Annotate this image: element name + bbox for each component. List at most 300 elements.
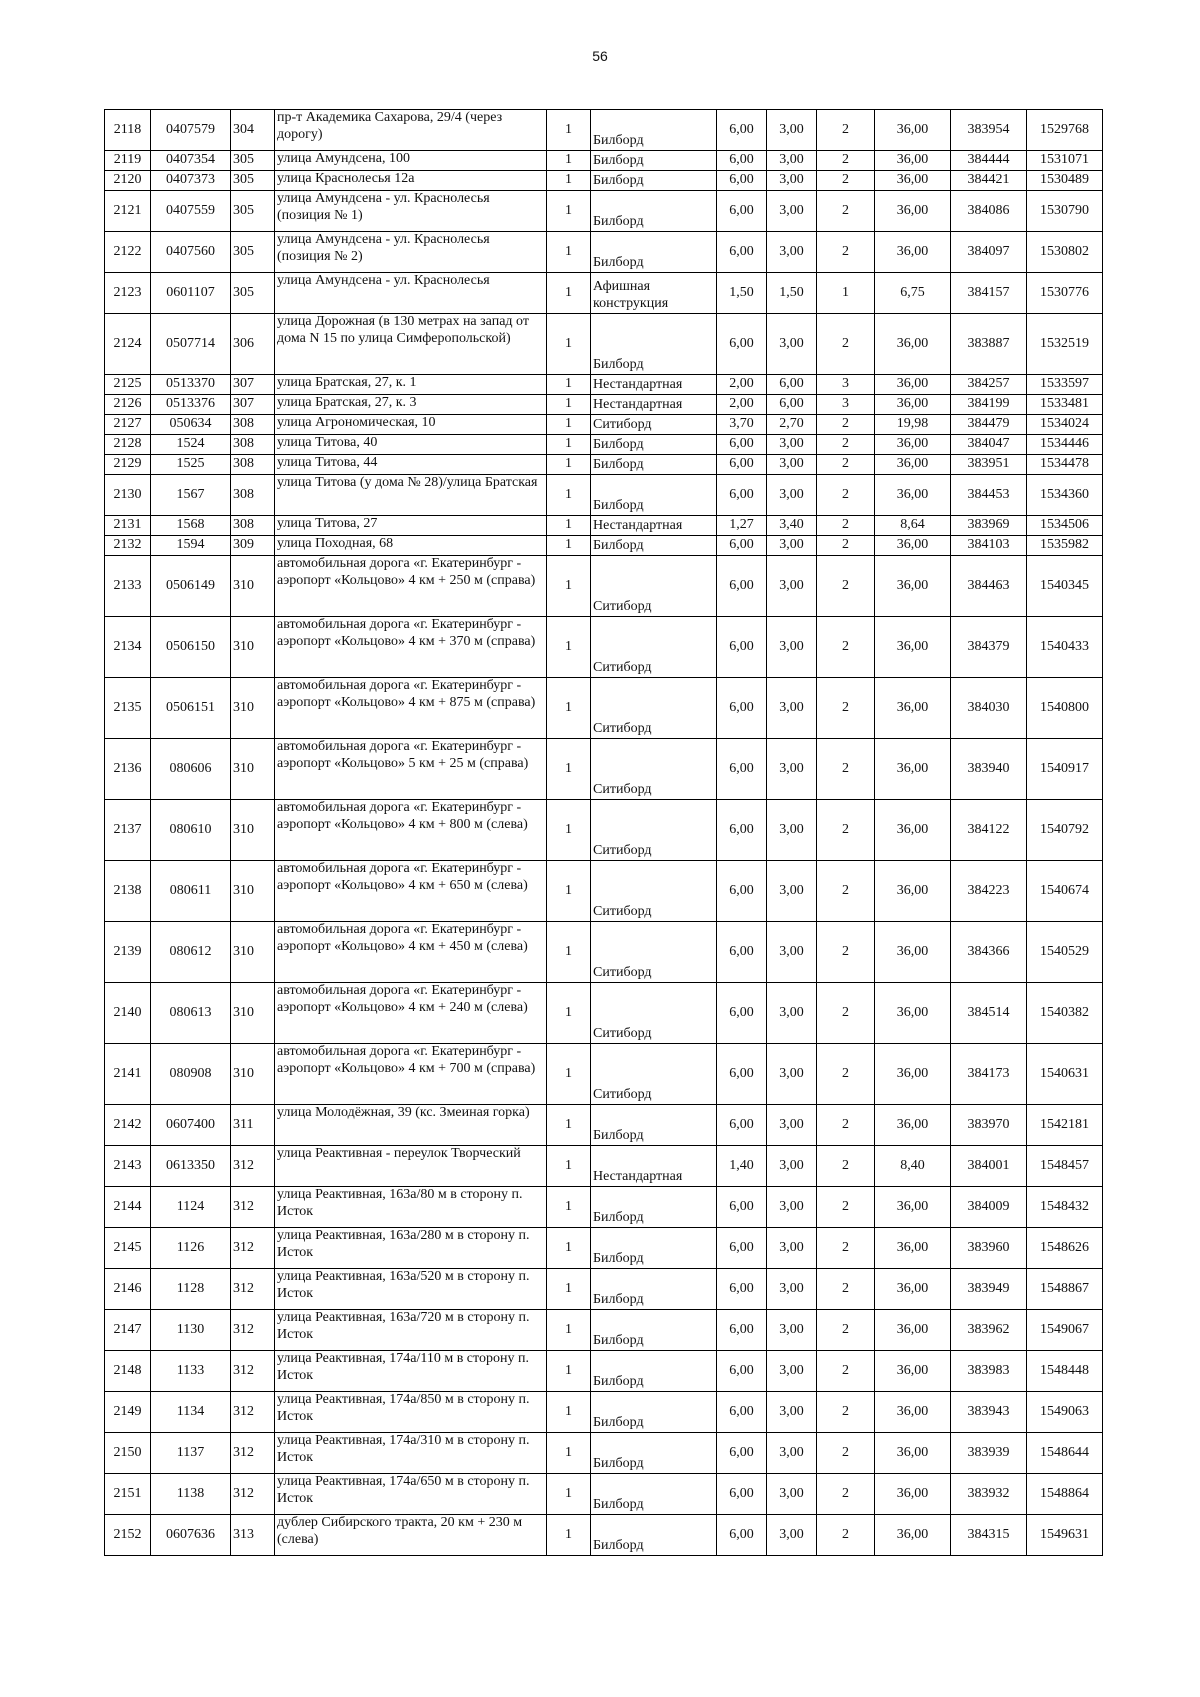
sides-count-cell: 2 bbox=[817, 1269, 875, 1310]
zone-code-cell: 310 bbox=[231, 922, 275, 983]
sides-count-cell: 2 bbox=[817, 110, 875, 151]
construction-type-cell: Билборд bbox=[591, 1474, 717, 1515]
address-cell: улица Краснолесья 12а bbox=[275, 171, 547, 191]
table-row bbox=[105, 1515, 1103, 1556]
coordinate-y-cell: 1532519 bbox=[1027, 314, 1103, 375]
width-value-cell: 3,70 bbox=[717, 415, 767, 435]
construction-type-cell: Ситиборд bbox=[591, 617, 717, 678]
construction-id-cell: 1128 bbox=[151, 1269, 231, 1310]
row-number-cell: 2131 bbox=[105, 516, 151, 536]
coordinate-x-cell: 384157 bbox=[951, 273, 1027, 314]
zone-code-cell: 308 bbox=[231, 415, 275, 435]
construction-id-cell: 0601107 bbox=[151, 273, 231, 314]
row-number-cell: 2148 bbox=[105, 1351, 151, 1392]
area-value-cell: 36,00 bbox=[875, 1433, 951, 1474]
area-value-cell: 36,00 bbox=[875, 1515, 951, 1556]
coordinate-x-cell: 384379 bbox=[951, 617, 1027, 678]
coordinate-x-cell: 384009 bbox=[951, 1187, 1027, 1228]
coordinate-x-cell: 383983 bbox=[951, 1351, 1027, 1392]
quantity-cell: 1 bbox=[547, 1269, 591, 1310]
height-value-cell: 3,00 bbox=[767, 1105, 817, 1146]
width-value-cell: 6,00 bbox=[717, 475, 767, 516]
row-number-cell: 2133 bbox=[105, 556, 151, 617]
row-number-cell: 2128 bbox=[105, 435, 151, 455]
table-row bbox=[105, 1044, 1103, 1105]
coordinate-y-cell: 1530489 bbox=[1027, 171, 1103, 191]
coordinate-x-cell: 384453 bbox=[951, 475, 1027, 516]
row-number-cell: 2130 bbox=[105, 475, 151, 516]
construction-id-cell: 0507714 bbox=[151, 314, 231, 375]
address-cell: автомобильная дорога «г. Екатеринбург - аэропорт «Кольцово» 4 км + 370 м (справа) bbox=[275, 617, 547, 678]
sides-count-cell: 2 bbox=[817, 922, 875, 983]
height-value-cell: 3,00 bbox=[767, 232, 817, 273]
area-value-cell: 36,00 bbox=[875, 455, 951, 475]
construction-id-cell: 1138 bbox=[151, 1474, 231, 1515]
sides-count-cell: 2 bbox=[817, 739, 875, 800]
area-value-cell: 36,00 bbox=[875, 1351, 951, 1392]
sides-count-cell: 2 bbox=[817, 983, 875, 1044]
construction-id-cell: 0407559 bbox=[151, 191, 231, 232]
sides-count-cell: 2 bbox=[817, 800, 875, 861]
height-value-cell: 3,00 bbox=[767, 1187, 817, 1228]
construction-type-cell: Ситиборд bbox=[591, 556, 717, 617]
quantity-cell: 1 bbox=[547, 1105, 591, 1146]
row-number-cell: 2129 bbox=[105, 455, 151, 475]
zone-code-cell: 310 bbox=[231, 800, 275, 861]
width-value-cell: 6,00 bbox=[717, 1228, 767, 1269]
construction-type-cell: Ситиборд bbox=[591, 983, 717, 1044]
construction-id-cell: 0506150 bbox=[151, 617, 231, 678]
area-value-cell: 36,00 bbox=[875, 1392, 951, 1433]
table-row bbox=[105, 171, 1103, 191]
area-value-cell: 36,00 bbox=[875, 1044, 951, 1105]
address-cell: дублер Сибирского тракта, 20 км + 230 м (слева) bbox=[275, 1515, 547, 1556]
quantity-cell: 1 bbox=[547, 516, 591, 536]
table-row bbox=[105, 536, 1103, 556]
width-value-cell: 6,00 bbox=[717, 1392, 767, 1433]
width-value-cell: 6,00 bbox=[717, 1105, 767, 1146]
construction-id-cell: 0407579 bbox=[151, 110, 231, 151]
address-cell: улица Титова (у дома № 28)/улица Братская bbox=[275, 475, 547, 516]
quantity-cell: 1 bbox=[547, 435, 591, 455]
quantity-cell: 1 bbox=[547, 1515, 591, 1556]
coordinate-y-cell: 1534506 bbox=[1027, 516, 1103, 536]
width-value-cell: 6,00 bbox=[717, 151, 767, 171]
address-cell: улица Агрономическая, 10 bbox=[275, 415, 547, 435]
height-value-cell: 2,70 bbox=[767, 415, 817, 435]
address-cell: улица Реактивная, 174а/650 м в сторону п. Исток bbox=[275, 1474, 547, 1515]
zone-code-cell: 310 bbox=[231, 556, 275, 617]
row-number-cell: 2118 bbox=[105, 110, 151, 151]
address-cell: улица Дорожная (в 130 метрах на запад от дома N 15 по улица Симферопольской) bbox=[275, 314, 547, 375]
address-cell: автомобильная дорога «г. Екатеринбург - аэропорт «Кольцово» 4 км + 450 м (слева) bbox=[275, 922, 547, 983]
quantity-cell: 1 bbox=[547, 1433, 591, 1474]
sides-count-cell: 2 bbox=[817, 1351, 875, 1392]
construction-type-cell: Билборд bbox=[591, 536, 717, 556]
construction-id-cell: 1567 bbox=[151, 475, 231, 516]
zone-code-cell: 308 bbox=[231, 475, 275, 516]
address-cell: улица Братская, 27, к. 3 bbox=[275, 395, 547, 415]
zone-code-cell: 307 bbox=[231, 395, 275, 415]
sides-count-cell: 2 bbox=[817, 232, 875, 273]
coordinate-y-cell: 1548867 bbox=[1027, 1269, 1103, 1310]
area-value-cell: 36,00 bbox=[875, 395, 951, 415]
construction-type-cell: Билборд bbox=[591, 314, 717, 375]
construction-type-cell: Билборд bbox=[591, 232, 717, 273]
area-value-cell: 36,00 bbox=[875, 1269, 951, 1310]
area-value-cell: 36,00 bbox=[875, 536, 951, 556]
quantity-cell: 1 bbox=[547, 415, 591, 435]
construction-id-cell: 1594 bbox=[151, 536, 231, 556]
row-number-cell: 2137 bbox=[105, 800, 151, 861]
coordinate-y-cell: 1531071 bbox=[1027, 151, 1103, 171]
sides-count-cell: 1 bbox=[817, 273, 875, 314]
sides-count-cell: 3 bbox=[817, 395, 875, 415]
table-row bbox=[105, 151, 1103, 171]
height-value-cell: 3,00 bbox=[767, 435, 817, 455]
row-number-cell: 2145 bbox=[105, 1228, 151, 1269]
coordinate-y-cell: 1540433 bbox=[1027, 617, 1103, 678]
construction-id-cell: 0613350 bbox=[151, 1146, 231, 1187]
address-cell: улица Походная, 68 bbox=[275, 536, 547, 556]
coordinate-y-cell: 1530776 bbox=[1027, 273, 1103, 314]
construction-id-cell: 1130 bbox=[151, 1310, 231, 1351]
construction-type-cell: Билборд bbox=[591, 1310, 717, 1351]
coordinate-y-cell: 1529768 bbox=[1027, 110, 1103, 151]
construction-type-cell: Билборд bbox=[591, 1392, 717, 1433]
zone-code-cell: 312 bbox=[231, 1187, 275, 1228]
zone-code-cell: 310 bbox=[231, 983, 275, 1044]
construction-type-cell: Билборд bbox=[591, 475, 717, 516]
sides-count-cell: 2 bbox=[817, 314, 875, 375]
coordinate-y-cell: 1548864 bbox=[1027, 1474, 1103, 1515]
height-value-cell: 3,00 bbox=[767, 475, 817, 516]
coordinate-y-cell: 1548626 bbox=[1027, 1228, 1103, 1269]
construction-id-cell: 0506149 bbox=[151, 556, 231, 617]
area-value-cell: 36,00 bbox=[875, 475, 951, 516]
width-value-cell: 6,00 bbox=[717, 678, 767, 739]
width-value-cell: 6,00 bbox=[717, 617, 767, 678]
height-value-cell: 3,00 bbox=[767, 1310, 817, 1351]
quantity-cell: 1 bbox=[547, 556, 591, 617]
coordinate-x-cell: 384514 bbox=[951, 983, 1027, 1044]
address-cell: улица Реактивная, 163а/720 м в сторону п. Исток bbox=[275, 1310, 547, 1351]
coordinate-y-cell: 1530790 bbox=[1027, 191, 1103, 232]
address-cell: улица Реактивная, 174а/310 м в сторону п. Исток bbox=[275, 1433, 547, 1474]
width-value-cell: 6,00 bbox=[717, 556, 767, 617]
width-value-cell: 1,40 bbox=[717, 1146, 767, 1187]
address-cell: улица Реактивная, 163а/280 м в сторону п. Исток bbox=[275, 1228, 547, 1269]
table-row bbox=[105, 314, 1103, 375]
quantity-cell: 1 bbox=[547, 1146, 591, 1187]
zone-code-cell: 312 bbox=[231, 1392, 275, 1433]
coordinate-x-cell: 383939 bbox=[951, 1433, 1027, 1474]
width-value-cell: 6,00 bbox=[717, 455, 767, 475]
quantity-cell: 1 bbox=[547, 1044, 591, 1105]
address-cell: улица Реактивная, 163а/80 м в сторону п. Исток bbox=[275, 1187, 547, 1228]
construction-type-cell: Нестандартная bbox=[591, 395, 717, 415]
zone-code-cell: 311 bbox=[231, 1105, 275, 1146]
coordinate-x-cell: 383951 bbox=[951, 455, 1027, 475]
sides-count-cell: 2 bbox=[817, 151, 875, 171]
zone-code-cell: 309 bbox=[231, 536, 275, 556]
row-number-cell: 2146 bbox=[105, 1269, 151, 1310]
height-value-cell: 3,00 bbox=[767, 191, 817, 232]
width-value-cell: 2,00 bbox=[717, 395, 767, 415]
area-value-cell: 36,00 bbox=[875, 1187, 951, 1228]
address-cell: автомобильная дорога «г. Екатеринбург - аэропорт «Кольцово» 4 км + 700 м (справа) bbox=[275, 1044, 547, 1105]
coordinate-y-cell: 1549631 bbox=[1027, 1515, 1103, 1556]
construction-type-cell: Билборд bbox=[591, 435, 717, 455]
row-number-cell: 2139 bbox=[105, 922, 151, 983]
table-row bbox=[105, 516, 1103, 536]
sides-count-cell: 2 bbox=[817, 617, 875, 678]
row-number-cell: 2142 bbox=[105, 1105, 151, 1146]
address-cell: улица Реактивная, 174а/110 м в сторону п. Исток bbox=[275, 1351, 547, 1392]
construction-id-cell: 0407560 bbox=[151, 232, 231, 273]
coordinate-y-cell: 1549067 bbox=[1027, 1310, 1103, 1351]
construction-id-cell: 0407373 bbox=[151, 171, 231, 191]
width-value-cell: 6,00 bbox=[717, 739, 767, 800]
construction-type-cell: Билборд bbox=[591, 110, 717, 151]
construction-type-cell: Билборд bbox=[591, 455, 717, 475]
row-number-cell: 2147 bbox=[105, 1310, 151, 1351]
row-number-cell: 2134 bbox=[105, 617, 151, 678]
zone-code-cell: 310 bbox=[231, 617, 275, 678]
construction-id-cell: 080908 bbox=[151, 1044, 231, 1105]
construction-id-cell: 050634 bbox=[151, 415, 231, 435]
coordinate-x-cell: 384479 bbox=[951, 415, 1027, 435]
address-cell: улица Реактивная, 163а/520 м в сторону п. Исток bbox=[275, 1269, 547, 1310]
construction-type-cell: Нестандартная bbox=[591, 375, 717, 395]
coordinate-y-cell: 1540631 bbox=[1027, 1044, 1103, 1105]
registry-table bbox=[104, 109, 1103, 1556]
height-value-cell: 3,00 bbox=[767, 617, 817, 678]
row-number-cell: 2135 bbox=[105, 678, 151, 739]
row-number-cell: 2144 bbox=[105, 1187, 151, 1228]
table-row bbox=[105, 1310, 1103, 1351]
quantity-cell: 1 bbox=[547, 314, 591, 375]
quantity-cell: 1 bbox=[547, 1351, 591, 1392]
height-value-cell: 3,00 bbox=[767, 739, 817, 800]
sides-count-cell: 3 bbox=[817, 375, 875, 395]
table-row bbox=[105, 435, 1103, 455]
coordinate-x-cell: 384047 bbox=[951, 435, 1027, 455]
quantity-cell: 1 bbox=[547, 536, 591, 556]
table-row bbox=[105, 1392, 1103, 1433]
row-number-cell: 2124 bbox=[105, 314, 151, 375]
sides-count-cell: 2 bbox=[817, 1474, 875, 1515]
area-value-cell: 36,00 bbox=[875, 678, 951, 739]
row-number-cell: 2126 bbox=[105, 395, 151, 415]
table-row bbox=[105, 1433, 1103, 1474]
construction-type-cell: Нестандартная bbox=[591, 516, 717, 536]
construction-type-cell: Ситиборд bbox=[591, 1044, 717, 1105]
coordinate-x-cell: 383962 bbox=[951, 1310, 1027, 1351]
construction-type-cell: Афишная конструкция bbox=[591, 273, 717, 314]
quantity-cell: 1 bbox=[547, 232, 591, 273]
sides-count-cell: 2 bbox=[817, 435, 875, 455]
height-value-cell: 3,40 bbox=[767, 516, 817, 536]
width-value-cell: 6,00 bbox=[717, 110, 767, 151]
height-value-cell: 6,00 bbox=[767, 375, 817, 395]
quantity-cell: 1 bbox=[547, 375, 591, 395]
quantity-cell: 1 bbox=[547, 1228, 591, 1269]
table-row bbox=[105, 375, 1103, 395]
construction-id-cell: 0513370 bbox=[151, 375, 231, 395]
height-value-cell: 3,00 bbox=[767, 1228, 817, 1269]
width-value-cell: 1,27 bbox=[717, 516, 767, 536]
address-cell: автомобильная дорога «г. Екатеринбург - аэропорт «Кольцово» 4 км + 250 м (справа) bbox=[275, 556, 547, 617]
zone-code-cell: 312 bbox=[231, 1310, 275, 1351]
table-row bbox=[105, 395, 1103, 415]
sides-count-cell: 2 bbox=[817, 678, 875, 739]
construction-id-cell: 1133 bbox=[151, 1351, 231, 1392]
area-value-cell: 36,00 bbox=[875, 739, 951, 800]
address-cell: улица Молодёжная, 39 (кс. Змеиная горка) bbox=[275, 1105, 547, 1146]
coordinate-x-cell: 383932 bbox=[951, 1474, 1027, 1515]
area-value-cell: 36,00 bbox=[875, 232, 951, 273]
height-value-cell: 3,00 bbox=[767, 1351, 817, 1392]
area-value-cell: 6,75 bbox=[875, 273, 951, 314]
height-value-cell: 3,00 bbox=[767, 1392, 817, 1433]
width-value-cell: 2,00 bbox=[717, 375, 767, 395]
coordinate-x-cell: 384463 bbox=[951, 556, 1027, 617]
zone-code-cell: 310 bbox=[231, 678, 275, 739]
coordinate-x-cell: 384122 bbox=[951, 800, 1027, 861]
coordinate-x-cell: 383969 bbox=[951, 516, 1027, 536]
coordinate-x-cell: 384001 bbox=[951, 1146, 1027, 1187]
zone-code-cell: 310 bbox=[231, 1044, 275, 1105]
construction-type-cell: Билборд bbox=[591, 191, 717, 232]
row-number-cell: 2150 bbox=[105, 1433, 151, 1474]
construction-id-cell: 080610 bbox=[151, 800, 231, 861]
coordinate-y-cell: 1540917 bbox=[1027, 739, 1103, 800]
coordinate-y-cell: 1540529 bbox=[1027, 922, 1103, 983]
quantity-cell: 1 bbox=[547, 171, 591, 191]
area-value-cell: 8,64 bbox=[875, 516, 951, 536]
width-value-cell: 6,00 bbox=[717, 983, 767, 1044]
address-cell: автомобильная дорога «г. Екатеринбург - аэропорт «Кольцово» 4 км + 240 м (слева) bbox=[275, 983, 547, 1044]
coordinate-y-cell: 1548457 bbox=[1027, 1146, 1103, 1187]
coordinate-x-cell: 384173 bbox=[951, 1044, 1027, 1105]
area-value-cell: 36,00 bbox=[875, 1310, 951, 1351]
construction-id-cell: 1124 bbox=[151, 1187, 231, 1228]
construction-type-cell: Билборд bbox=[591, 151, 717, 171]
table-row bbox=[105, 1105, 1103, 1146]
zone-code-cell: 312 bbox=[231, 1228, 275, 1269]
address-cell: улица Амундсена, 100 bbox=[275, 151, 547, 171]
sides-count-cell: 2 bbox=[817, 1310, 875, 1351]
coordinate-y-cell: 1549063 bbox=[1027, 1392, 1103, 1433]
area-value-cell: 36,00 bbox=[875, 110, 951, 151]
construction-id-cell: 080611 bbox=[151, 861, 231, 922]
area-value-cell: 36,00 bbox=[875, 1105, 951, 1146]
table-row bbox=[105, 415, 1103, 435]
quantity-cell: 1 bbox=[547, 1310, 591, 1351]
construction-type-cell: Билборд bbox=[591, 1105, 717, 1146]
coordinate-y-cell: 1548448 bbox=[1027, 1351, 1103, 1392]
quantity-cell: 1 bbox=[547, 617, 591, 678]
area-value-cell: 36,00 bbox=[875, 617, 951, 678]
sides-count-cell: 2 bbox=[817, 1146, 875, 1187]
coordinate-y-cell: 1540800 bbox=[1027, 678, 1103, 739]
coordinate-y-cell: 1530802 bbox=[1027, 232, 1103, 273]
table-row bbox=[105, 1187, 1103, 1228]
width-value-cell: 6,00 bbox=[717, 1433, 767, 1474]
construction-type-cell: Ситиборд bbox=[591, 678, 717, 739]
area-value-cell: 36,00 bbox=[875, 1228, 951, 1269]
address-cell: автомобильная дорога «г. Екатеринбург - аэропорт «Кольцово» 4 км + 875 м (справа) bbox=[275, 678, 547, 739]
sides-count-cell: 2 bbox=[817, 1044, 875, 1105]
zone-code-cell: 313 bbox=[231, 1515, 275, 1556]
coordinate-x-cell: 383887 bbox=[951, 314, 1027, 375]
construction-id-cell: 0607400 bbox=[151, 1105, 231, 1146]
address-cell: улица Братская, 27, к. 1 bbox=[275, 375, 547, 395]
area-value-cell: 36,00 bbox=[875, 1474, 951, 1515]
quantity-cell: 1 bbox=[547, 1474, 591, 1515]
zone-code-cell: 312 bbox=[231, 1433, 275, 1474]
construction-id-cell: 0407354 bbox=[151, 151, 231, 171]
row-number-cell: 2127 bbox=[105, 415, 151, 435]
coordinate-y-cell: 1540345 bbox=[1027, 556, 1103, 617]
coordinate-y-cell: 1548644 bbox=[1027, 1433, 1103, 1474]
table-row bbox=[105, 800, 1103, 861]
row-number-cell: 2119 bbox=[105, 151, 151, 171]
sides-count-cell: 2 bbox=[817, 1105, 875, 1146]
area-value-cell: 36,00 bbox=[875, 983, 951, 1044]
height-value-cell: 3,00 bbox=[767, 922, 817, 983]
coordinate-x-cell: 384366 bbox=[951, 922, 1027, 983]
table-row bbox=[105, 617, 1103, 678]
row-number-cell: 2132 bbox=[105, 536, 151, 556]
width-value-cell: 6,00 bbox=[717, 314, 767, 375]
coordinate-x-cell: 383960 bbox=[951, 1228, 1027, 1269]
construction-type-cell: Билборд bbox=[591, 1433, 717, 1474]
area-value-cell: 36,00 bbox=[875, 191, 951, 232]
address-cell: пр-т Академика Сахарова, 29/4 (через дорогу) bbox=[275, 110, 547, 151]
coordinate-x-cell: 384030 bbox=[951, 678, 1027, 739]
coordinate-y-cell: 1534478 bbox=[1027, 455, 1103, 475]
construction-type-cell: Ситиборд bbox=[591, 922, 717, 983]
address-cell: улица Реактивная, 174а/850 м в сторону п. Исток bbox=[275, 1392, 547, 1433]
table-row bbox=[105, 678, 1103, 739]
area-value-cell: 36,00 bbox=[875, 171, 951, 191]
coordinate-x-cell: 383943 bbox=[951, 1392, 1027, 1433]
area-value-cell: 36,00 bbox=[875, 922, 951, 983]
zone-code-cell: 312 bbox=[231, 1474, 275, 1515]
area-value-cell: 36,00 bbox=[875, 151, 951, 171]
address-cell: улица Титова, 44 bbox=[275, 455, 547, 475]
height-value-cell: 3,00 bbox=[767, 1474, 817, 1515]
width-value-cell: 6,00 bbox=[717, 232, 767, 273]
sides-count-cell: 2 bbox=[817, 1392, 875, 1433]
zone-code-cell: 306 bbox=[231, 314, 275, 375]
table-row bbox=[105, 110, 1103, 151]
construction-id-cell: 080606 bbox=[151, 739, 231, 800]
row-number-cell: 2123 bbox=[105, 273, 151, 314]
width-value-cell: 6,00 bbox=[717, 1351, 767, 1392]
width-value-cell: 1,50 bbox=[717, 273, 767, 314]
construction-type-cell: Ситиборд bbox=[591, 800, 717, 861]
address-cell: улица Реактивная - переулок Творческий bbox=[275, 1146, 547, 1187]
coordinate-x-cell: 384097 bbox=[951, 232, 1027, 273]
height-value-cell: 3,00 bbox=[767, 1146, 817, 1187]
construction-id-cell: 1137 bbox=[151, 1433, 231, 1474]
sides-count-cell: 2 bbox=[817, 516, 875, 536]
width-value-cell: 6,00 bbox=[717, 171, 767, 191]
coordinate-y-cell: 1534360 bbox=[1027, 475, 1103, 516]
